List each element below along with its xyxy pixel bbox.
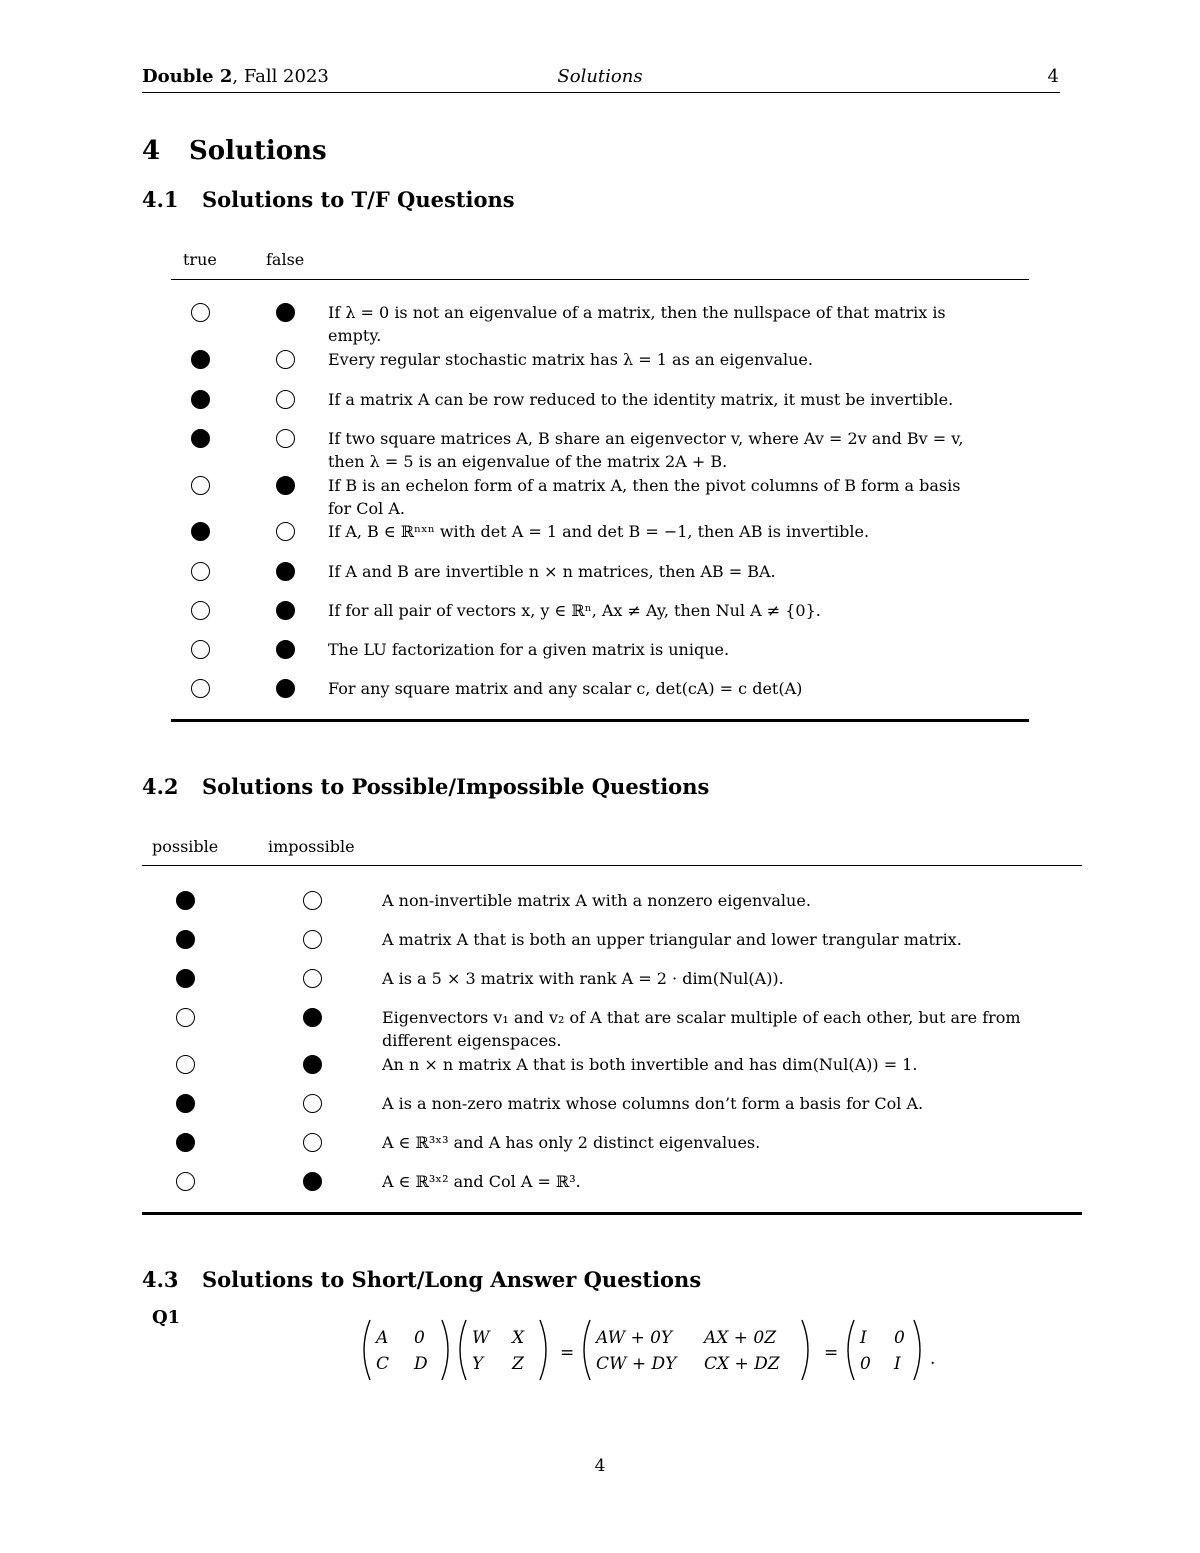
tf-bubble-true-9[interactable] bbox=[191, 640, 210, 659]
section-number: 4 bbox=[142, 136, 161, 166]
course-name: Double 2 bbox=[142, 66, 233, 87]
tf-bubble-other-7[interactable] bbox=[276, 562, 295, 581]
matrix-a-cell: D bbox=[414, 1354, 428, 1374]
matrix-w-cell: X bbox=[512, 1328, 525, 1348]
pi-bubble-other-2[interactable] bbox=[303, 930, 322, 949]
pi-bubble-other-5[interactable] bbox=[303, 1055, 322, 1074]
tf-bubble-other-1[interactable] bbox=[276, 303, 295, 322]
pi-bubble-other-3[interactable] bbox=[303, 969, 322, 988]
pi-bubble-other-4[interactable] bbox=[303, 1008, 322, 1027]
subsection-title-text: Solutions to Short/Long Answer Questions bbox=[202, 1267, 702, 1292]
matrix-identity-cell: I bbox=[860, 1328, 867, 1348]
tf-statement-4: If two square matrices A, B share an eigenvector v, where Av = 2v and Bv = v, bbox=[328, 429, 964, 448]
subsection-title-text: Solutions to T/F Questions bbox=[202, 187, 515, 212]
tf-bubble-other-10[interactable] bbox=[276, 679, 295, 698]
pi-bubble-possible-7[interactable] bbox=[176, 1133, 195, 1152]
running-header-page: 4 bbox=[1047, 66, 1059, 87]
q1-equation bbox=[350, 1318, 936, 1384]
subsection-pi-title bbox=[142, 774, 709, 799]
tf-statement-9: The LU factorization for a given matrix is unique. bbox=[328, 640, 730, 659]
subsection-tf-title bbox=[142, 187, 515, 212]
tf-statement-5: for Col A. bbox=[328, 499, 406, 518]
subsection-sla-title bbox=[142, 1267, 701, 1292]
matrix-product-right-paren bbox=[802, 1320, 808, 1380]
tf-statement-2: Every regular stochastic matrix has λ = 1 as an eigenvalue. bbox=[328, 350, 813, 369]
section-title-text: Solutions bbox=[189, 136, 327, 166]
tf-statement-1: If λ = 0 is not an eigenvalue of a matrix, then the nullspace of that matrix is bbox=[328, 303, 946, 322]
pi-statement-8: A ∈ ℝ³ˣ² and Col A = ℝ³. bbox=[382, 1172, 581, 1191]
tf-bubble-other-2[interactable] bbox=[276, 350, 295, 369]
q1-label: Q1 bbox=[152, 1307, 181, 1328]
matrix-identity-left-paren bbox=[848, 1320, 854, 1380]
matrix-identity-cell: 0 bbox=[860, 1354, 871, 1374]
pi-bubble-possible-6[interactable] bbox=[176, 1094, 195, 1113]
tf-bubble-true-1[interactable] bbox=[191, 303, 210, 322]
tf-bubble-true-7[interactable] bbox=[191, 562, 210, 581]
matrix-w-cell: W bbox=[472, 1328, 490, 1348]
tf-top-rule bbox=[171, 279, 1029, 280]
running-header-center: Solutions bbox=[557, 66, 643, 87]
matrix-product-cell: AX + 0Z bbox=[704, 1328, 777, 1348]
tf-statement-3: If a matrix A can be row reduced to the identity matrix, it must be invertible. bbox=[328, 390, 954, 409]
tf-bubble-other-6[interactable] bbox=[276, 522, 295, 541]
col-false: false bbox=[266, 250, 305, 269]
tf-bubble-true-3[interactable] bbox=[191, 390, 210, 409]
tf-statement-7: If A and B are invertible n × n matrices, then AB = BA. bbox=[328, 562, 776, 581]
pi-bubble-possible-8[interactable] bbox=[176, 1172, 195, 1191]
tf-statement-6: If A, B ∈ ℝⁿˣⁿ with det A = 1 and det B = −1, then AB is invertible. bbox=[328, 522, 870, 541]
tf-bubble-true-4[interactable] bbox=[191, 429, 210, 448]
matrix-w-left-paren bbox=[460, 1320, 466, 1380]
matrix-a-right-paren bbox=[442, 1320, 448, 1380]
tf-bubble-true-2[interactable] bbox=[191, 350, 210, 369]
pi-bubble-other-8[interactable] bbox=[303, 1172, 322, 1191]
tf-statement-8: If for all pair of vectors x, y ∈ ℝⁿ, Ax ≠ Ay, then Nul A ≠ {0}. bbox=[328, 601, 821, 620]
matrix-w-right-paren bbox=[540, 1320, 546, 1380]
tf-bubble-other-9[interactable] bbox=[276, 640, 295, 659]
matrix-w-cell: Z bbox=[512, 1354, 524, 1374]
tf-bottom-rule bbox=[171, 719, 1029, 722]
tf-bubble-true-10[interactable] bbox=[191, 679, 210, 698]
equals-sign-2: = bbox=[824, 1343, 839, 1363]
pi-bubble-possible-1[interactable] bbox=[176, 891, 195, 910]
pi-bubble-possible-5[interactable] bbox=[176, 1055, 195, 1074]
tf-bubble-other-5[interactable] bbox=[276, 476, 295, 495]
pi-statement-5: An n × n matrix A that is both invertible and has dim(Nul(A)) = 1. bbox=[382, 1055, 918, 1074]
pi-statement-2: A matrix A that is both an upper triangular and lower trangular matrix. bbox=[382, 930, 962, 949]
pi-top-rule bbox=[142, 865, 1082, 866]
pi-statement-7: A ∈ ℝ³ˣ³ and A has only 2 distinct eigenvalues. bbox=[382, 1133, 761, 1152]
tf-statement-4: then λ = 5 is an eigenvalue of the matrix 2A + B. bbox=[328, 452, 728, 471]
matrix-identity-cell: 0 bbox=[894, 1328, 905, 1348]
pi-statement-4: Eigenvectors v₁ and v₂ of A that are scalar multiple of each other, but are from bbox=[382, 1008, 1021, 1027]
pi-statement-1: A non-invertible matrix A with a nonzero eigenvalue. bbox=[382, 891, 811, 910]
pi-statement-3: A is a 5 × 3 matrix with rank A = 2 · dim(Nul(A)). bbox=[382, 969, 784, 988]
matrix-w-cell: Y bbox=[472, 1354, 484, 1374]
matrix-identity-cell: I bbox=[894, 1354, 901, 1374]
tf-bubble-true-5[interactable] bbox=[191, 476, 210, 495]
term: , Fall 2023 bbox=[232, 66, 329, 87]
matrix-identity-right-paren bbox=[914, 1320, 920, 1380]
tf-statement-5: If B is an echelon form of a matrix A, then the pivot columns of B form a basis bbox=[328, 476, 961, 495]
matrix-product-cell: CX + DZ bbox=[704, 1354, 780, 1374]
tf-bubble-other-3[interactable] bbox=[276, 390, 295, 409]
tf-statement-1: empty. bbox=[328, 326, 382, 345]
pi-bubble-possible-2[interactable] bbox=[176, 930, 195, 949]
matrix-product-cell: CW + DY bbox=[596, 1354, 677, 1374]
tf-bubble-other-8[interactable] bbox=[276, 601, 295, 620]
subsection-number: 4.1 bbox=[142, 187, 179, 212]
equals-sign: = bbox=[560, 1343, 575, 1363]
pi-bubble-other-1[interactable] bbox=[303, 891, 322, 910]
pi-bubble-possible-4[interactable] bbox=[176, 1008, 195, 1027]
pi-statement-4: different eigenspaces. bbox=[382, 1031, 562, 1050]
tf-statement-10: For any square matrix and any scalar c, det(cA) = c det(A) bbox=[328, 679, 803, 698]
col-true: true bbox=[183, 250, 217, 269]
matrix-product-left-paren bbox=[584, 1320, 590, 1380]
pi-bubble-other-7[interactable] bbox=[303, 1133, 322, 1152]
tf-bubble-true-6[interactable] bbox=[191, 522, 210, 541]
tf-bubble-true-8[interactable] bbox=[191, 601, 210, 620]
matrix-a-cell: C bbox=[376, 1354, 390, 1374]
pi-bottom-rule bbox=[142, 1212, 1082, 1215]
subsection-number: 4.2 bbox=[142, 774, 179, 799]
matrix-product-cell: AW + 0Y bbox=[596, 1328, 673, 1348]
pi-bubble-other-6[interactable] bbox=[303, 1094, 322, 1113]
pi-statement-6: A is a non-zero matrix whose columns don’t form a basis for Col A. bbox=[382, 1094, 924, 1113]
page-number: 4 bbox=[594, 1456, 606, 1476]
col-possible: possible bbox=[152, 837, 219, 856]
pi-bubble-possible-3[interactable] bbox=[176, 969, 195, 988]
header-rule bbox=[142, 92, 1060, 93]
subsection-title-text: Solutions to Possible/Impossible Questions bbox=[202, 774, 710, 799]
matrix-a-cell: A bbox=[376, 1328, 389, 1348]
equation-period: . bbox=[930, 1349, 936, 1369]
matrix-a-cell: 0 bbox=[414, 1328, 425, 1348]
section-title bbox=[142, 136, 327, 166]
tf-bubble-other-4[interactable] bbox=[276, 429, 295, 448]
subsection-number: 4.3 bbox=[142, 1267, 179, 1292]
matrix-a-left-paren bbox=[364, 1320, 370, 1380]
col-impossible: impossible bbox=[268, 837, 355, 856]
